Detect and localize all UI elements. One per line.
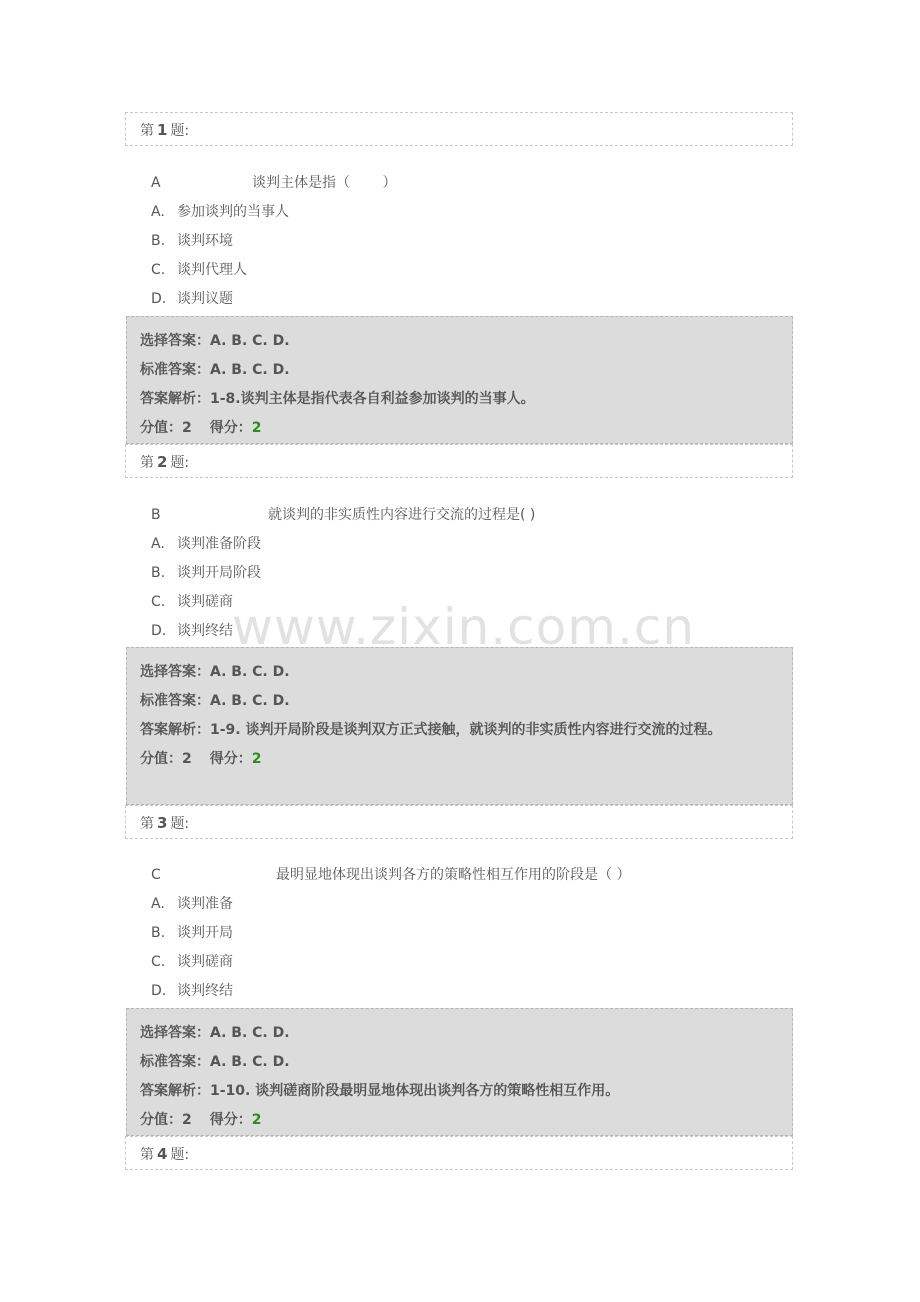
question-1-header [125, 112, 793, 146]
chosen-answer [140, 658, 778, 687]
watermark: www.zixin.com.cn [232, 598, 696, 656]
option-letter: C. [151, 262, 166, 278]
question-number: 2 [157, 453, 168, 471]
chosen-answer-label: 选择答案： [140, 333, 210, 349]
got-value: 2 [251, 751, 262, 767]
answer-analysis [140, 385, 778, 414]
question-1-answer-box [126, 316, 793, 444]
option-text: 谈判终结 [177, 983, 233, 999]
question-stem: 就谈判的非实质性内容进行交流的过程是( ) [268, 507, 536, 523]
question-3-answer-box [126, 1008, 793, 1136]
option-b[interactable] [151, 559, 791, 588]
option-text: 谈判代理人 [177, 262, 247, 278]
analysis-label: 答案解析： [140, 391, 210, 407]
option-letter: A. [151, 536, 165, 552]
answer-letter: C [151, 867, 161, 883]
standard-answer-value: A. B. C. D. [210, 362, 290, 378]
score-label: 分值： [140, 1112, 182, 1128]
analysis-label: 答案解析： [140, 1083, 210, 1099]
analysis-label: 答案解析： [140, 722, 210, 738]
answer-analysis [140, 1077, 778, 1106]
option-text: 谈判环境 [177, 233, 233, 249]
option-a[interactable] [151, 198, 791, 227]
question-prefix: 第 [140, 455, 154, 471]
question-2-header [125, 444, 793, 478]
option-c[interactable] [151, 256, 791, 285]
question-number: 4 [157, 1145, 168, 1163]
score-row [140, 414, 778, 443]
score-row [140, 745, 778, 774]
option-text: 谈判议题 [177, 291, 233, 307]
standard-answer-value: A. B. C. D. [210, 1054, 290, 1070]
score-label: 分值： [140, 420, 182, 436]
analysis-text: 1-10. 谈判磋商阶段最明显地体现出谈判各方的策略性相互作用。 [210, 1083, 620, 1099]
question-suffix: 题: [170, 1147, 190, 1163]
option-a[interactable] [151, 890, 791, 919]
standard-answer [140, 356, 778, 385]
standard-answer-label: 标准答案： [140, 693, 210, 709]
standard-answer-label: 标准答案： [140, 362, 210, 378]
score-value: 2 [182, 751, 192, 767]
chosen-answer-value: A. B. C. D. [210, 664, 290, 680]
option-letter: D. [151, 623, 167, 639]
option-d[interactable] [151, 977, 791, 1006]
option-letter: B. [151, 565, 166, 581]
option-letter: C. [151, 594, 166, 610]
option-text: 谈判磋商 [177, 954, 233, 970]
option-letter: C. [151, 954, 166, 970]
option-a[interactable] [151, 530, 791, 559]
option-letter: B. [151, 925, 166, 941]
chosen-answer [140, 1019, 778, 1048]
question-prefix: 第 [140, 816, 154, 832]
option-letter: D. [151, 983, 167, 999]
question-3-body [151, 861, 791, 1006]
option-text: 谈判磋商 [177, 594, 233, 610]
analysis-text: 1-9. 谈判开局阶段是谈判双方正式接触，就谈判的非实质性内容进行交流的过程。 [210, 722, 722, 738]
question-number: 1 [157, 121, 168, 139]
option-text: 谈判开局 [177, 925, 233, 941]
standard-answer-label: 标准答案： [140, 1054, 210, 1070]
question-prefix: 第 [140, 123, 154, 139]
standard-answer-value: A. B. C. D. [210, 693, 290, 709]
analysis-text: 1-8.谈判主体是指代表各自利益参加谈判的当事人。 [210, 391, 535, 407]
question-suffix: 题: [170, 123, 190, 139]
question-stem: 谈判主体是指（ ） [252, 175, 397, 191]
question-prefix: 第 [140, 1147, 154, 1163]
question-stem-row [151, 501, 791, 530]
question-stem: 最明显地体现出谈判各方的策略性相互作用的阶段是（ ） [276, 867, 631, 883]
standard-answer [140, 1048, 778, 1077]
option-b[interactable] [151, 919, 791, 948]
option-letter: B. [151, 233, 166, 249]
chosen-answer-label: 选择答案： [140, 1025, 210, 1041]
question-stem-row [151, 861, 791, 890]
question-4-header [125, 1136, 793, 1170]
score-label: 分值： [140, 751, 182, 767]
answer-analysis [140, 716, 778, 745]
question-suffix: 题: [170, 455, 190, 471]
answer-letter: B [151, 507, 161, 523]
got-value: 2 [251, 1112, 262, 1128]
chosen-answer-value: A. B. C. D. [210, 1025, 290, 1041]
question-3-header [125, 805, 793, 839]
question-suffix: 题: [170, 816, 190, 832]
option-text: 参加谈判的当事人 [177, 204, 289, 220]
option-letter: D. [151, 291, 167, 307]
question-stem-row [151, 169, 791, 198]
answer-letter: A [151, 175, 161, 191]
question-1-body [151, 169, 791, 314]
got-label: 得分： [209, 1112, 252, 1128]
got-label: 得分： [209, 420, 252, 436]
chosen-answer-value: A. B. C. D. [210, 333, 290, 349]
got-value: 2 [251, 420, 262, 436]
question-number: 3 [157, 814, 168, 832]
option-text: 谈判准备 [177, 896, 233, 912]
standard-answer [140, 687, 778, 716]
option-text: 谈判终结 [177, 623, 233, 639]
score-value: 2 [182, 1112, 192, 1128]
question-2-answer-box [126, 647, 793, 805]
option-letter: A. [151, 896, 165, 912]
score-value: 2 [182, 420, 192, 436]
score-row [140, 1106, 778, 1135]
chosen-answer-label: 选择答案： [140, 664, 210, 680]
got-label: 得分： [209, 751, 252, 767]
option-b[interactable] [151, 227, 791, 256]
option-c[interactable] [151, 948, 791, 977]
option-text: 谈判开局阶段 [177, 565, 261, 581]
chosen-answer [140, 327, 778, 356]
option-letter: A. [151, 204, 165, 220]
option-d[interactable] [151, 285, 791, 314]
option-text: 谈判准备阶段 [177, 536, 261, 552]
